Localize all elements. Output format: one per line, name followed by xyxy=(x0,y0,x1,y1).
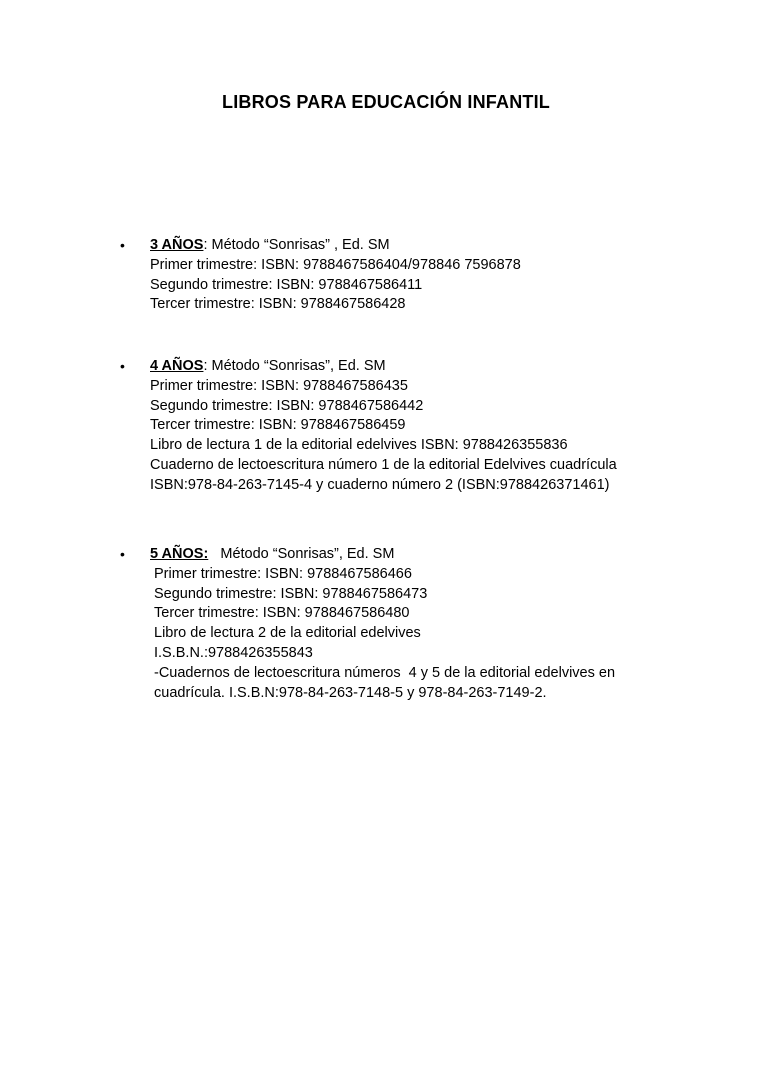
section-heading-line xyxy=(150,545,710,565)
method-text: : Método “Sonrisas” , Ed. SM xyxy=(203,237,390,253)
isbn-line: Segundo trimestre: ISBN: 9788467586411 xyxy=(150,276,423,293)
isbn-line: Primer trimestre: ISBN: 9788467586435 xyxy=(150,377,408,394)
bullet-icon: • xyxy=(120,237,125,253)
age-label: 4 AÑOS xyxy=(150,358,204,374)
section-heading-line xyxy=(150,236,710,256)
section-heading-line xyxy=(150,357,710,377)
method-text: Método “Sonrisas”, Ed. SM xyxy=(208,546,395,562)
book-line: Libro de lectura 2 de la editorial edelvives xyxy=(154,625,421,642)
isbn-line: Tercer trimestre: ISBN: 9788467586480 xyxy=(154,605,410,622)
isbn-line: Segundo trimestre: ISBN: 9788467586473 xyxy=(154,585,428,602)
section-content xyxy=(150,545,710,703)
book-line: ISBN:978-84-263-7145-4 y cuaderno número 2 (ISBN:9788426371461) xyxy=(150,476,610,493)
method-text: : Método “Sonrisas”, Ed. SM xyxy=(203,358,386,374)
age-label: 3 AÑOS xyxy=(150,237,204,253)
bullet-icon: • xyxy=(120,358,125,374)
isbn-line: Tercer trimestre: ISBN: 9788467586459 xyxy=(150,417,406,434)
isbn-line: Primer trimestre: ISBN: 9788467586466 xyxy=(154,565,412,582)
age-label: 5 AÑOS: xyxy=(150,546,209,562)
bullet-icon: • xyxy=(120,546,125,562)
isbn-line: Segundo trimestre: ISBN: 9788467586442 xyxy=(150,397,424,414)
section-content xyxy=(150,236,710,315)
book-line: Libro de lectura 1 de la editorial edelvives ISBN: 9788426355836 xyxy=(150,437,568,454)
book-line: -Cuadernos de lectoescritura números 4 y 5 de la editorial edelvives en xyxy=(154,664,616,681)
section-content xyxy=(150,357,710,496)
book-line: cuadrícula. I.S.B.N:978-84-263-7148-5 y 978-84-263-7149-2. xyxy=(154,684,547,701)
book-line: I.S.B.N.:9788426355843 xyxy=(154,644,313,661)
document-title-text: LIBROS PARA EDUCACIÓN INFANTIL xyxy=(222,92,550,112)
document-title xyxy=(0,92,768,113)
isbn-line: Primer trimestre: ISBN: 9788467586404/978846 7596878 xyxy=(150,256,521,273)
isbn-line: Tercer trimestre: ISBN: 9788467586428 xyxy=(150,296,406,313)
book-line: Cuaderno de lectoescritura número 1 de la editorial Edelvives cuadrícula xyxy=(150,456,617,473)
